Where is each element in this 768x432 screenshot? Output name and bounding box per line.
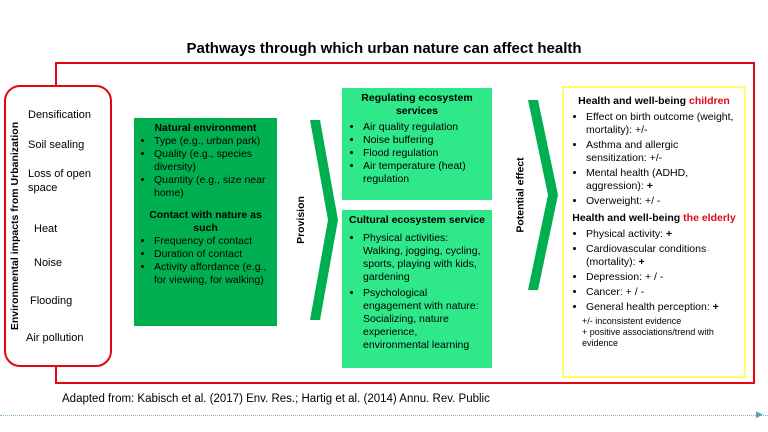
cultural-heading: Cultural ecosystem service [349, 214, 485, 226]
natural-environment-box [134, 118, 277, 326]
env-item-heat: Heat [34, 223, 58, 235]
env-item-densification: Densification [28, 109, 91, 121]
env-item-air-pollution: Air pollution [26, 332, 84, 344]
contact-item: • Activity affordance (e.g., for viewing, for walking) [154, 261, 271, 287]
environmental-impacts-label: Environmental impacts from Urbanization [9, 121, 22, 331]
potential-effect-label: Potential effect [515, 157, 528, 233]
provision-chevron-icon [308, 120, 340, 320]
dotted-divider [0, 415, 768, 416]
children-item: • Overweight: +/ - [586, 195, 736, 208]
potential-effect-chevron-icon [526, 100, 560, 290]
cultural-services-box [342, 210, 492, 368]
natural-item: • Quality (e.g., species diversity) [154, 148, 271, 174]
legend-inconsistent: +/- inconsistent evidence [582, 316, 682, 326]
contact-item: • Frequency of contact [154, 235, 271, 248]
contact-item: • Duration of contact [154, 248, 271, 261]
legend-positive: + positive associations/trend with evidence [582, 327, 714, 348]
env-item-soil-sealing: Soil sealing [28, 139, 85, 151]
children-heading: Health and well-being children [578, 95, 730, 107]
provision-label: Provision [295, 196, 308, 244]
elderly-heading: Health and well-being the elderly [572, 212, 736, 224]
triangle-right-icon: ▶ [756, 409, 763, 419]
health-outcomes-box [562, 86, 746, 378]
natural-item: • Type (e.g., urban park) [154, 135, 271, 148]
elderly-item: • Depression: + / - [586, 271, 736, 284]
natural-environment-heading: Natural environment [154, 122, 257, 134]
regulating-item: • Air quality regulation [363, 121, 485, 134]
children-item: • Effect on birth outcome (weight, mortality): +/- [586, 111, 736, 137]
children-item: • Mental health (ADHD, aggression): + [586, 167, 736, 193]
regulating-services-box [342, 88, 492, 200]
source-citation: Adapted from: Kabisch et al. (2017) Env. Res.; Hartig et al. (2014) Annu. Rev. Public [62, 393, 490, 405]
cultural-item: • Psychological engagement with nature: Socializing, nature experience, environmental learning [363, 287, 485, 352]
children-item: • Asthma and allergic sensitization: +/- [586, 139, 736, 165]
regulating-item: • Air temperature (heat) regulation [363, 160, 485, 186]
regulating-item: • Flood regulation [363, 147, 485, 160]
env-item-noise: Noise [34, 257, 63, 269]
elderly-item: • General health perception: + [586, 301, 736, 314]
env-item-loss-open-space: Loss of open space [28, 168, 91, 194]
regulating-item: • Noise buffering [363, 134, 485, 147]
elderly-item: • Cardiovascular conditions (mortality): + [586, 243, 736, 269]
elderly-item: • Cancer: + / - [586, 286, 736, 299]
natural-item: • Quantity (e.g., size near home) [154, 174, 271, 200]
page-title: Pathways through which urban nature can affect health [186, 40, 582, 57]
regulating-heading: Regulating ecosystem services [361, 92, 473, 117]
env-item-flooding: Flooding [30, 295, 73, 307]
elderly-item: • Physical activity: + [586, 228, 736, 241]
cultural-item: • Physical activities: Walking, jogging, cycling, sports, playing with kids, gardening [363, 232, 485, 284]
contact-with-nature-heading: Contact with nature as such [149, 209, 262, 234]
